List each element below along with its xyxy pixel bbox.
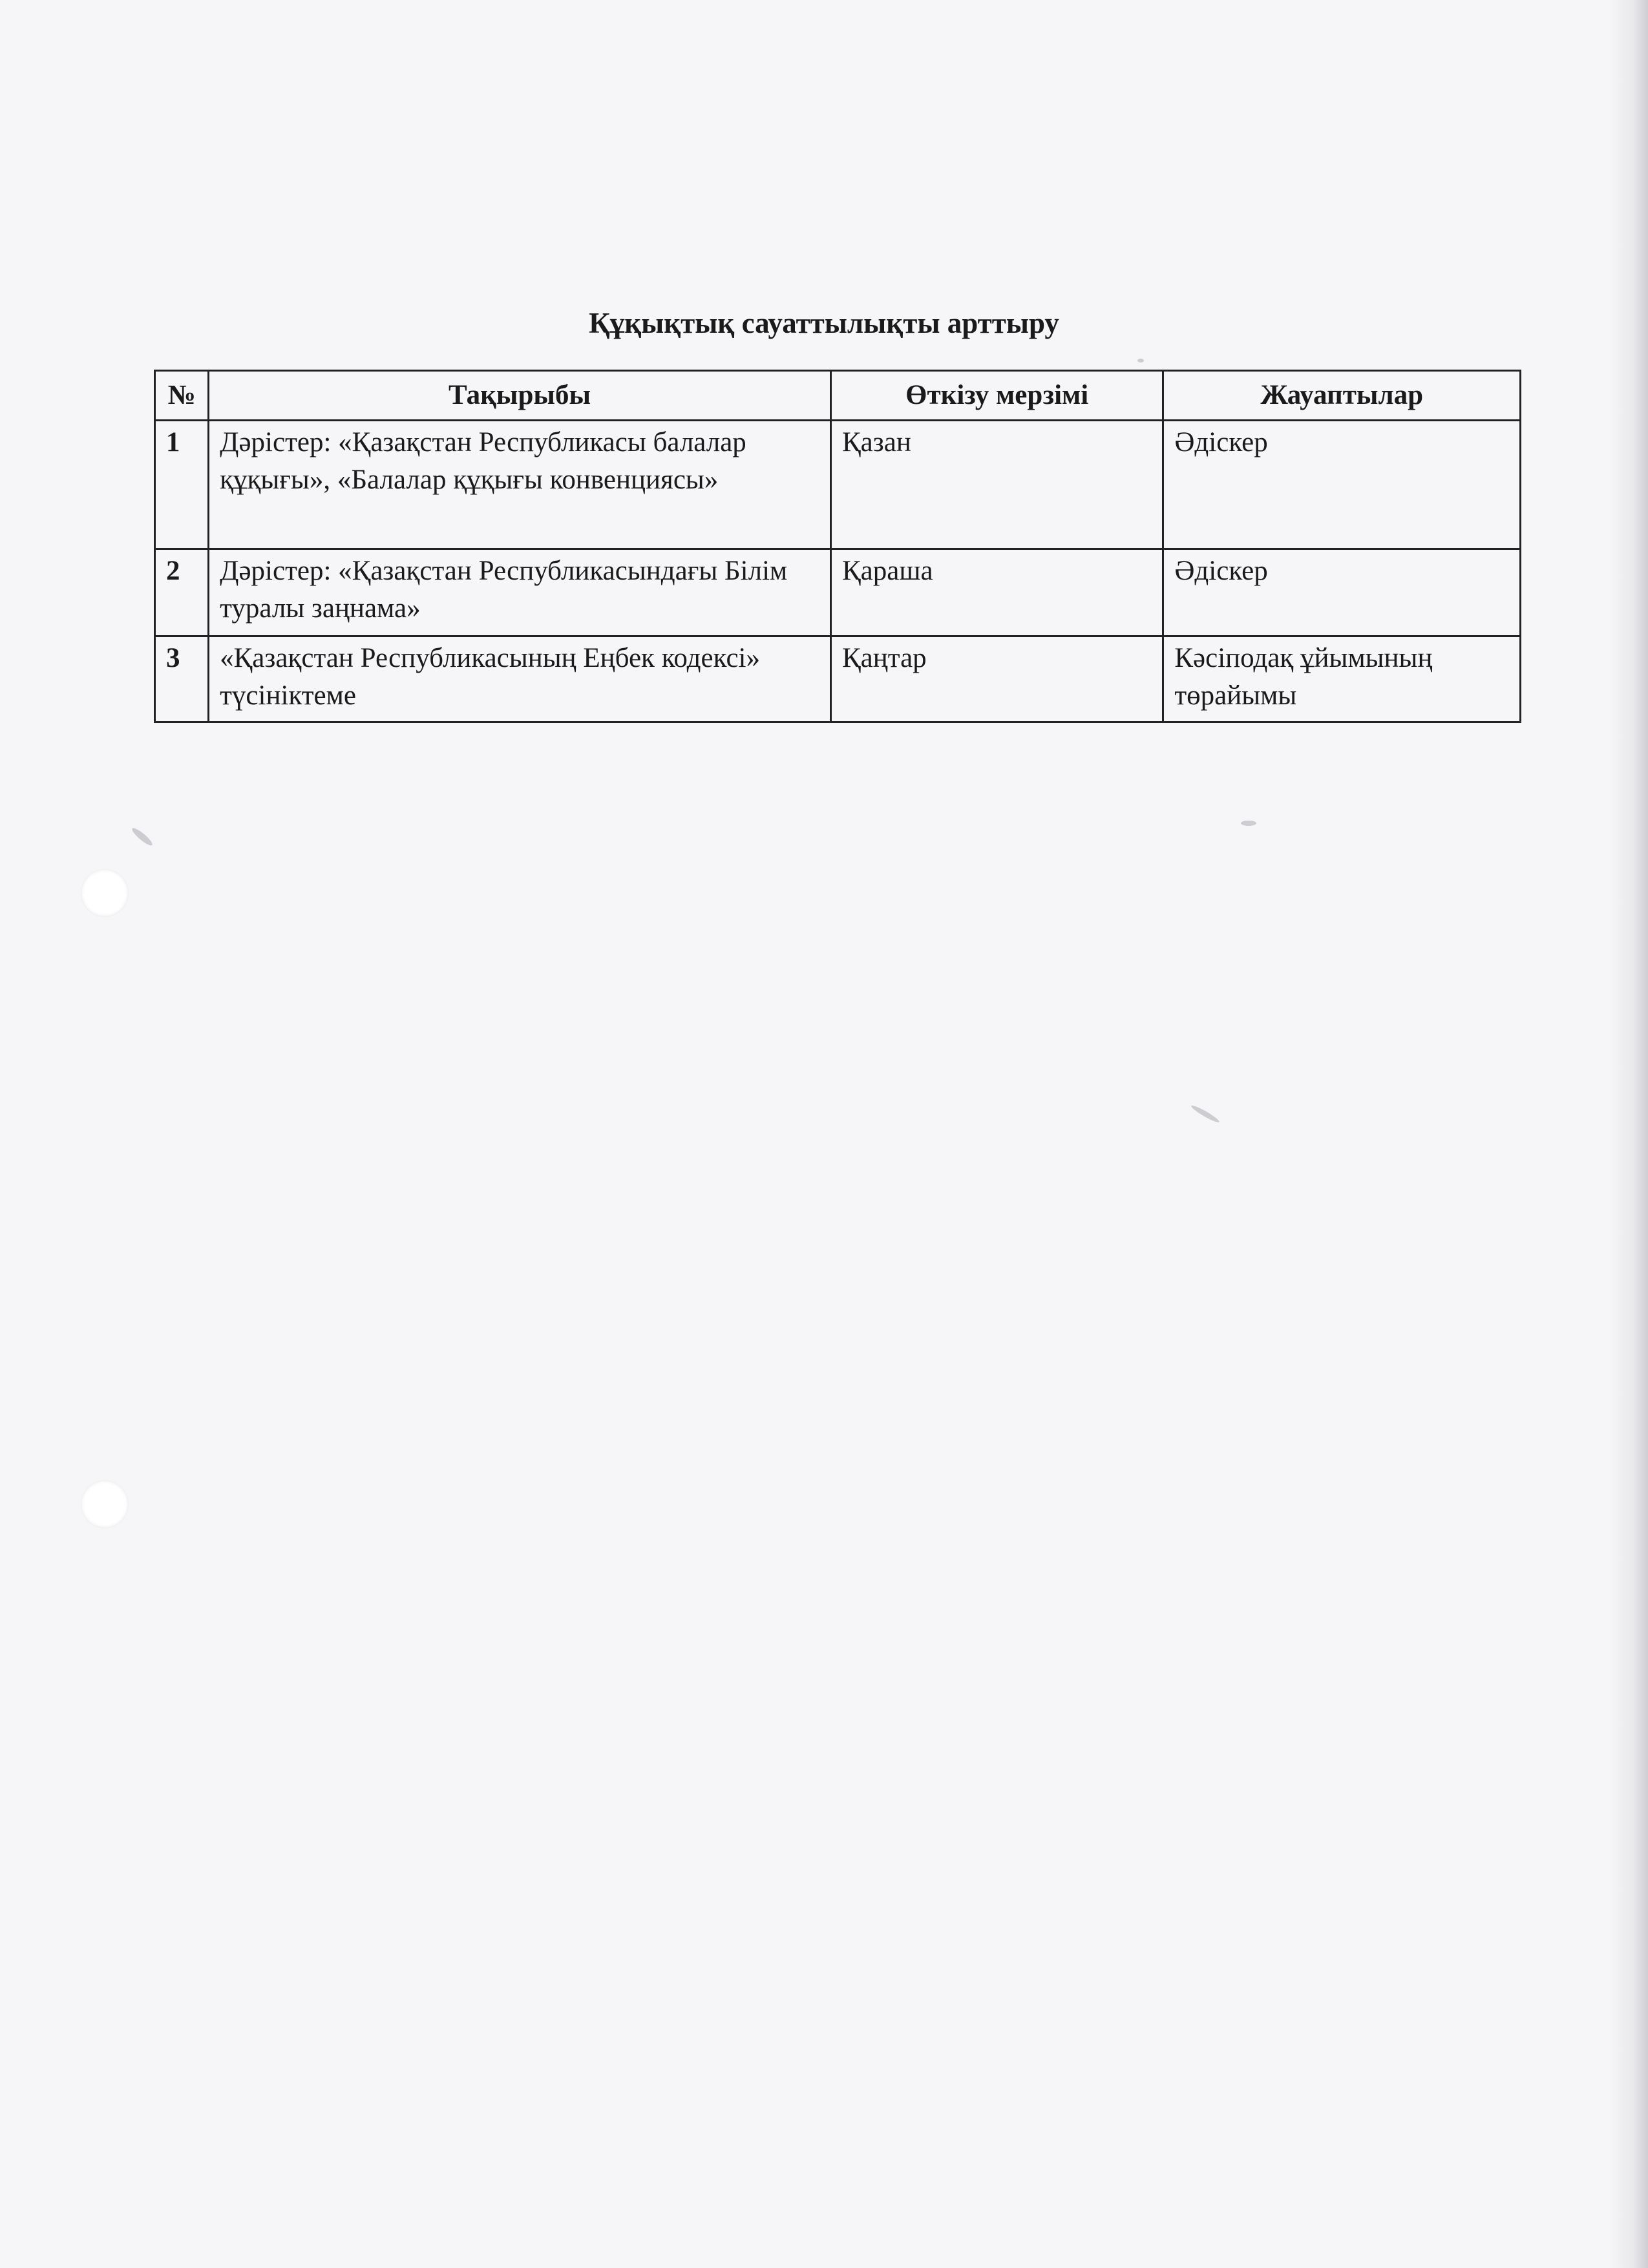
header-number: № [155,371,209,421]
scan-speck [1190,1104,1220,1124]
row-date: Қаңтар [830,636,1163,722]
row-number: 3 [155,636,209,722]
punch-hole-bottom [81,1481,128,1528]
row-topic: Дәрістер: «Қазақстан Республикасы балалар құқығы», «Балалар құқығы конвенциясы» [209,421,831,549]
row-date: Қараша [830,549,1163,636]
header-topic: Тақырыбы [209,371,831,421]
row-number: 2 [155,549,209,636]
table-row [155,421,1521,549]
row-number: 1 [155,421,209,549]
punch-hole-top [81,870,128,916]
row-responsible: Кәсіподақ ұйымының төрайымы [1163,636,1521,722]
header-responsible: Жауаптылар [1163,371,1521,421]
table-header-row [155,371,1521,421]
scan-speck [1137,359,1144,362]
scan-speck [1241,821,1256,826]
table-row [155,636,1521,722]
table-row [155,549,1521,636]
row-responsible: Әдіскер [1163,549,1521,636]
row-topic: «Қазақстан Республикасының Еңбек кодексі» түсініктеме [209,636,831,722]
legal-literacy-plan-table [154,370,1521,723]
header-date: Өткізу мерзімі [830,371,1163,421]
scan-speck [130,826,154,847]
document-title: Құқықтық сауаттылықты арттыру [589,307,1059,339]
row-responsible: Әдіскер [1163,421,1521,549]
row-topic: Дәрістер: «Қазақстан Республикасындағы Білім туралы заңнама» [209,549,831,636]
row-date: Қазан [830,421,1163,549]
